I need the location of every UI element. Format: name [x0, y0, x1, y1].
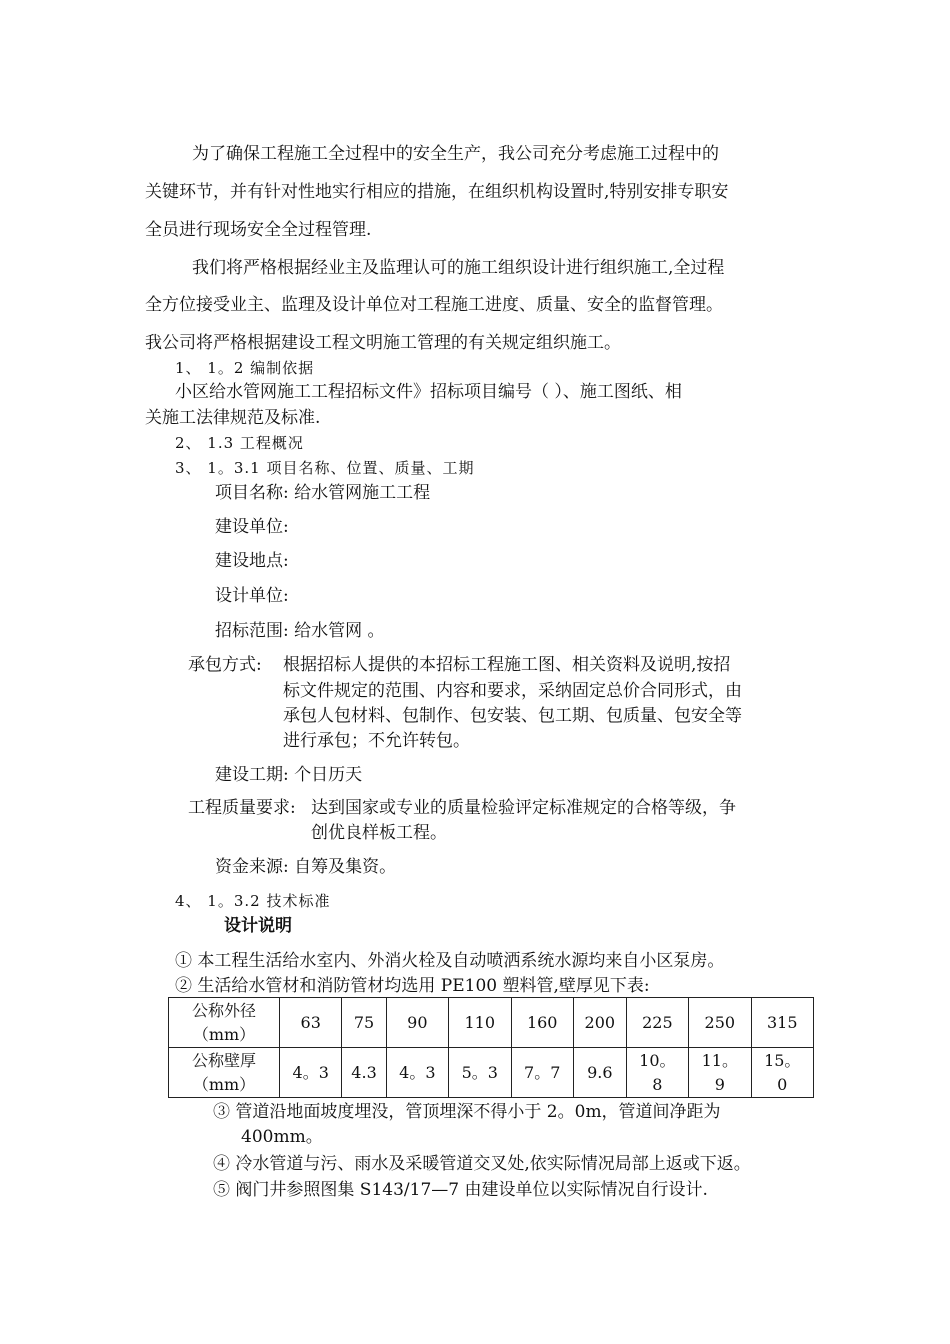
intro-paragraph-1-line-3: 全员进行现场安全全过程管理. [145, 220, 372, 240]
contract-line-4: 进行承包；不允许转包。 [283, 731, 470, 751]
cell-text: 5。3 [461, 1062, 498, 1082]
section-1-line-2: 关施工法律规范及标准. [145, 408, 321, 428]
table-cell [573, 1048, 626, 1098]
section-3-heading: 3、 1。3.1 项目名称、位置、质量、工期 [175, 459, 475, 477]
table-cell [689, 1048, 751, 1098]
table-cell: 160 [511, 998, 573, 1048]
table-header-unit: （mm） [192, 1074, 256, 1094]
design-note-4: ④ 冷水管道与污、雨水及采暖管道交叉处,依实际情况局部上返或下返。 [213, 1154, 751, 1174]
owner-field: 建设单位: [215, 517, 289, 537]
cell-text: 10。 [639, 1050, 676, 1070]
funding-field: 资金来源: 自筹及集资。 [215, 857, 397, 877]
intro-paragraph-1-line-2: 关键环节，并有针对性地实行相应的措施，在组织机构设置时,特别安排专职安 [145, 182, 729, 202]
table-cell: 225 [626, 998, 688, 1048]
project-name-field: 项目名称: 给水管网施工工程 [215, 483, 431, 503]
duration-field: 建设工期: 个日历天 [215, 765, 363, 785]
table-cell: 75 [342, 998, 386, 1048]
table-header-text: 公称外径 [191, 1000, 256, 1020]
cell-text-wrap: 8 [652, 1074, 663, 1094]
table-cell: 110 [449, 998, 511, 1048]
contract-line-1: 根据招标人提供的本招标工程施工图、相关资料及说明,按招 [283, 655, 731, 675]
table-cell [449, 1048, 511, 1098]
quality-line-1: 达到国家或专业的质量检验评定标准规定的合格等级，争 [311, 798, 736, 818]
cell-text: 4。3 [292, 1062, 329, 1082]
table-header-outer-diameter [169, 998, 280, 1048]
cell-text: 4。3 [399, 1062, 436, 1082]
cell-text-wrap: 0 [777, 1074, 788, 1094]
table-header-wall-thickness [169, 1048, 280, 1098]
table-row-outer-diameter [169, 998, 814, 1048]
section-1-line-1: 小区给水管网施工工程招标文件》招标项目编号（ ）、施工图纸、相 [175, 382, 682, 402]
designer-field: 设计单位: [215, 586, 289, 606]
design-note-1: ① 本工程生活给水室内、外消火栓及自动喷洒系统水源均来自小区泵房。 [175, 951, 725, 971]
table-header-unit: （mm） [192, 1024, 256, 1044]
table-cell: 250 [689, 998, 751, 1048]
section-2-heading: 2、 1.3 工程概况 [175, 434, 304, 452]
cell-text: 4.3 [351, 1062, 377, 1082]
pipe-spec-table [168, 997, 814, 1098]
scope-field: 招标范围: 给水管网 。 [215, 621, 385, 641]
table-cell: 63 [280, 998, 342, 1048]
table-cell [626, 1048, 688, 1098]
design-note-3-line-1: ③ 管道沿地面坡度埋没，管顶埋深不得小于 2。0m，管道间净距为 [213, 1102, 721, 1122]
cell-text: 15。 [764, 1050, 801, 1070]
site-field: 建设地点: [215, 551, 289, 571]
intro-paragraph-2-line-2: 全方位接受业主、监理及设计单位对工程施工进度、质量、安全的监督管理。 [145, 295, 723, 315]
cell-text: 7。7 [524, 1062, 561, 1082]
section-4-heading: 4、 1。3.2 技术标准 [175, 892, 331, 910]
table-header-text: 公称壁厚 [191, 1050, 256, 1070]
design-note-3-line-2: 400mm。 [241, 1127, 323, 1147]
table-cell [342, 1048, 386, 1098]
section-1-heading: 1、 1。2 编制依据 [175, 359, 315, 377]
intro-paragraph-2-line-1: 我们将严格根据经业主及监理认可的施工组织设计进行组织施工,全过程 [192, 258, 725, 278]
table-row-wall-thickness [169, 1048, 814, 1098]
cell-text-wrap: 9 [714, 1074, 725, 1094]
contract-label: 承包方式: [188, 655, 262, 675]
design-notes-title: 设计说明 [224, 916, 292, 936]
table-cell [751, 1048, 813, 1098]
table-cell: 200 [573, 998, 626, 1048]
design-note-5: ⑤ 阀门井参照图集 S143/17—7 由建设单位以实际情况自行设计. [213, 1180, 708, 1200]
quality-label: 工程质量要求: [188, 798, 296, 818]
table-cell: 90 [386, 998, 448, 1048]
table-cell [386, 1048, 448, 1098]
intro-paragraph-1-line-1: 为了确保工程施工全过程中的安全生产，我公司充分考虑施工过程中的 [192, 144, 719, 164]
table-cell [280, 1048, 342, 1098]
quality-line-2: 创优良样板工程。 [311, 823, 447, 843]
contract-line-2: 标文件规定的范围、内容和要求，采纳固定总价合同形式，由 [283, 681, 742, 701]
cell-text: 9.6 [587, 1062, 613, 1082]
table-cell: 315 [751, 998, 813, 1048]
contract-line-3: 承包人包材料、包制作、包安装、包工期、包质量、包安全等 [283, 706, 742, 726]
table-cell [511, 1048, 573, 1098]
intro-paragraph-3: 我公司将严格根据建设工程文明施工管理的有关规定组织施工。 [145, 333, 621, 353]
design-note-2: ② 生活给水管材和消防管材均选用 PE100 塑料管,壁厚见下表: [175, 976, 650, 996]
cell-text: 11。 [701, 1050, 738, 1070]
